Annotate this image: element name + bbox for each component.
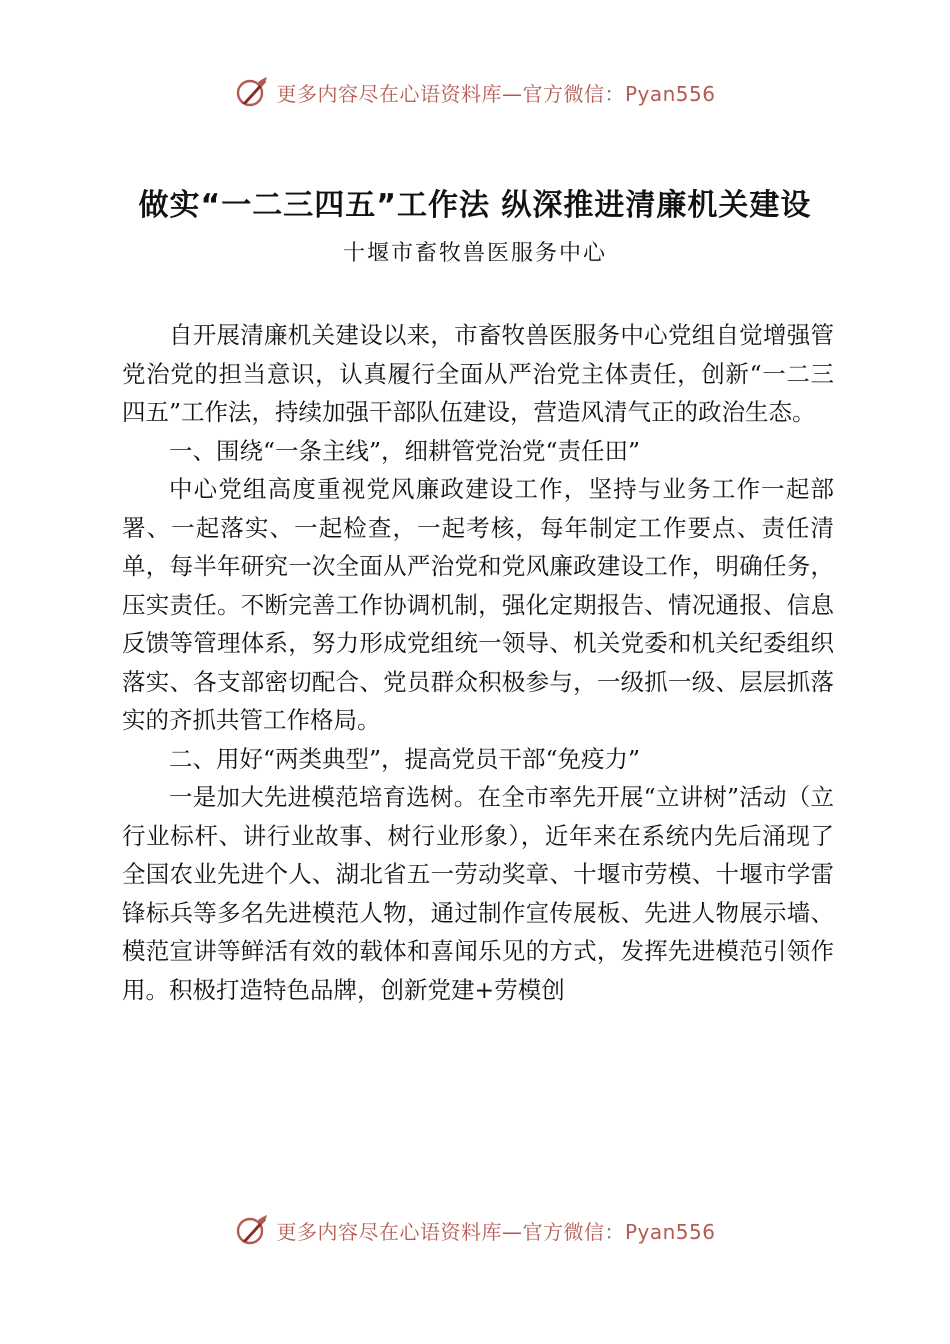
watermark-text: 更多内容尽在心语资料库—官方微信：Pyan556 [276, 1219, 716, 1244]
watermark-banner-top [0, 72, 950, 112]
document-title: 做实“一二三四五”工作法 纵深推进清廉机关建设 [138, 188, 812, 223]
document-subtitle: 十堰市畜牧兽医服务中心 [342, 241, 607, 266]
quill-pen-circle-icon [234, 74, 270, 110]
document-body [122, 316, 834, 1009]
body-paragraph: 中心党组高度重视党风廉政建设工作，坚持与业务工作一起部署、一起落实、一起检查，一起考核，每年制定工作要点、责任清单，每半年研究一次全面从严治党和党风廉政建设工作，明确任务，压实责任。不断完善工作协调机制，强化定期报告、情况通报、信息反馈等管理体系，努力形成党组统一领导、机关党委和机关纪委组织落实、各支部密切配合、党员群众积极参与，一级抓一级、层层抓落实的齐抓共管工作格局。 [122, 475, 834, 734]
section-heading-1: 一、围绕“一条主线”，细耕管党治党“责任田” [169, 436, 641, 465]
quill-pen-circle-icon [234, 1212, 270, 1248]
intro-paragraph: 自开展清廉机关建设以来，市畜牧兽医服务中心党组自觉增强管党治党的担当意识，认真履行全面从严治党主体责任，创新“一二三四五”工作法，持续加强干部队伍建设，营造风清气正的政治生态。 [122, 321, 834, 426]
section-heading-2: 二、用好“两类典型”，提高党员干部“免疫力” [169, 744, 641, 773]
body-paragraph: 一是加大先进模范培育选树。在全市率先开展“立讲树”活动（立行业标杆、讲行业故事、树行业形象），近年来在系统内先后涌现了全国农业先进个人、湖北省五一劳动奖章、十堰市劳模、十堰市学雷锋标兵等多名先进模范人物，通过制作宣传展板、先进人物展示墙、模范宣讲等鲜活有效的载体和喜闻乐见的方式，发挥先进模范引领作用。积极打造特色品牌，创新党建+劳模创 [122, 783, 834, 1004]
watermark-banner-bottom [0, 1210, 950, 1250]
watermark-text: 更多内容尽在心语资料库—官方微信：Pyan556 [276, 81, 716, 106]
